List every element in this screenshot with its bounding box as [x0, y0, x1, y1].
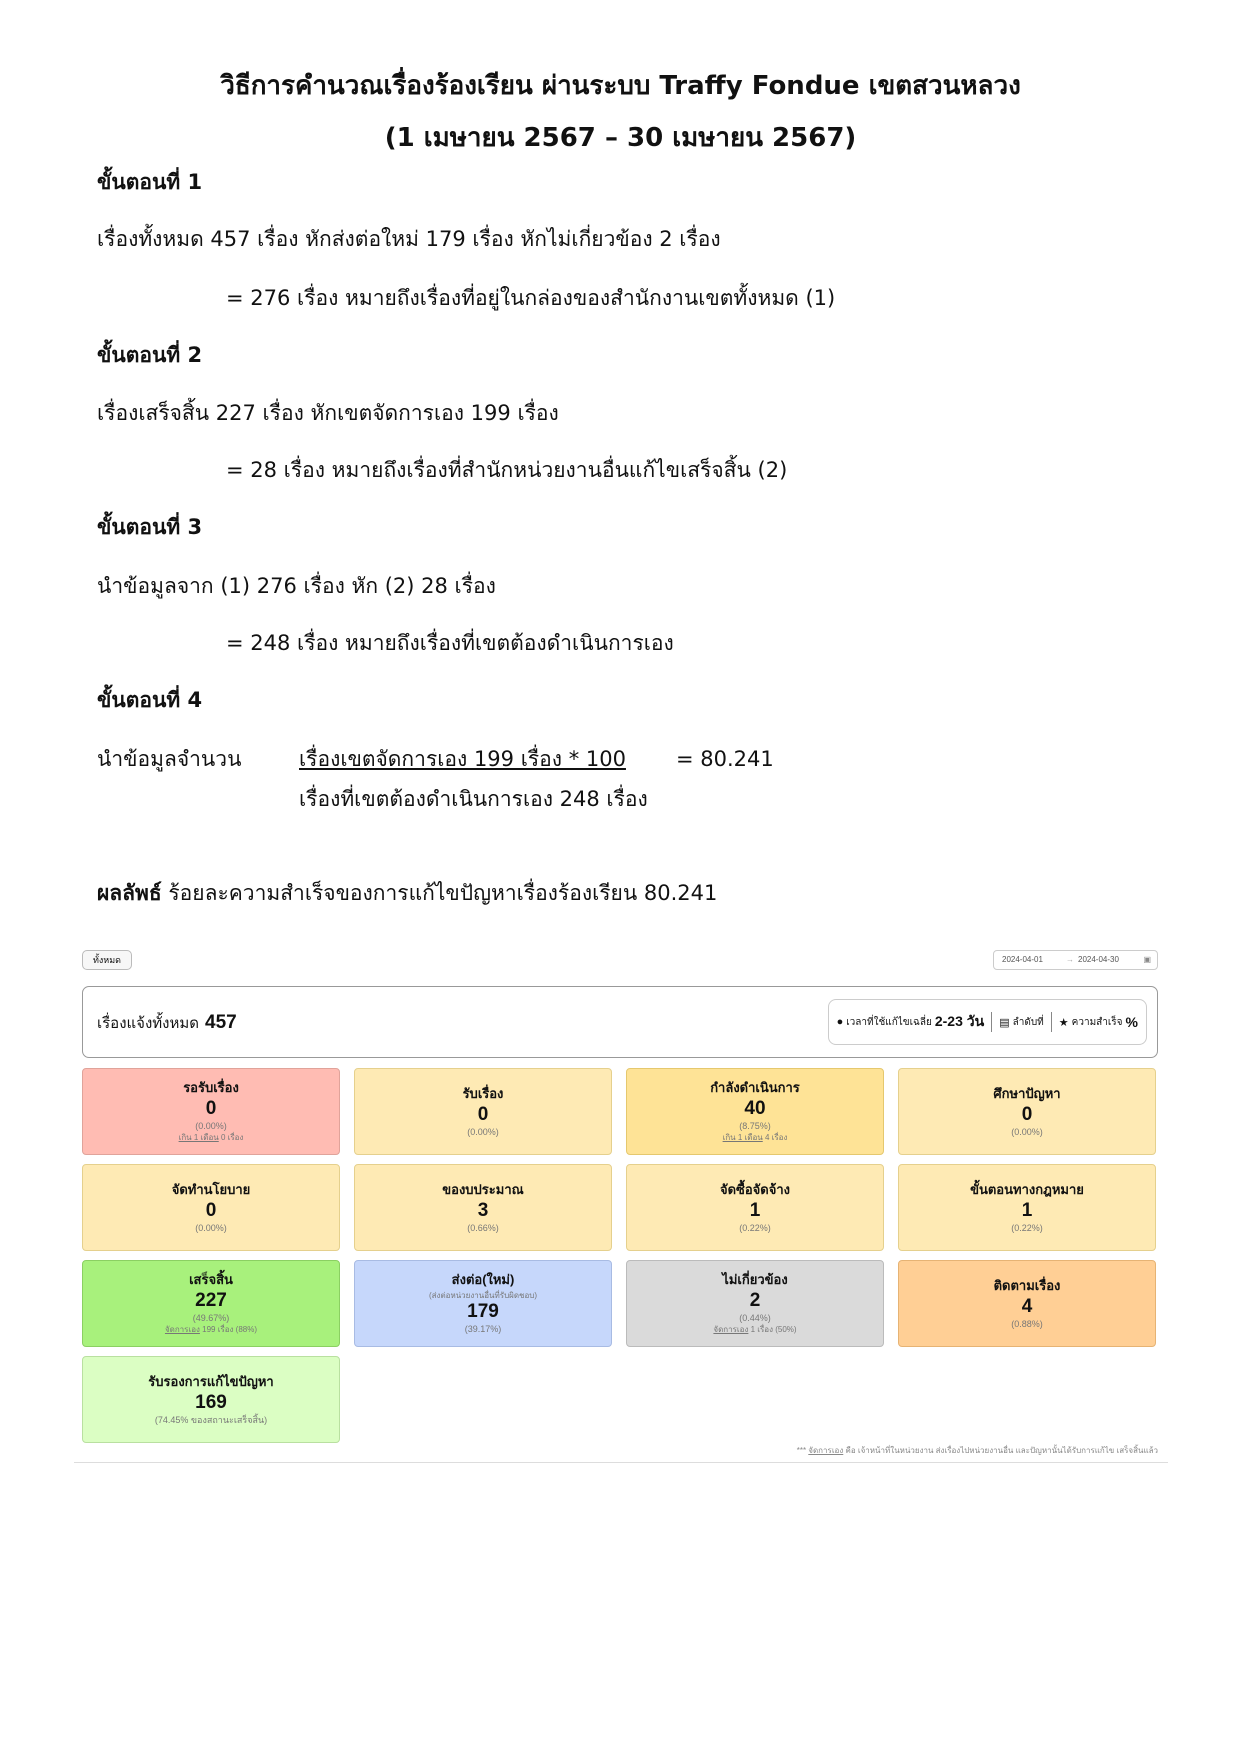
filter-all-button[interactable]: ทั้งหมด [82, 950, 132, 970]
card-percent: (0.22%) [739, 1223, 771, 1233]
card-percent: (74.45% ของสถานะเสร็จสิ้น) [154, 1415, 268, 1425]
card-percent: (0.44%) [739, 1313, 771, 1323]
person-icon: ● [836, 1016, 844, 1028]
status-card-study[interactable] [898, 1068, 1156, 1155]
card-count: 227 [195, 1290, 227, 1311]
card-extra-text: 4 เรื่อง [762, 1133, 788, 1142]
card-title: รอรับเรื่อง [183, 1080, 239, 1095]
card-count: 0 [1021, 1104, 1033, 1125]
step1-heading: ขั้นตอนที่ 1 [97, 170, 203, 194]
status-card-budget[interactable] [354, 1164, 612, 1251]
card-extra-link[interactable]: เกิน 1 เดือน [722, 1133, 763, 1142]
status-card-irrelevant[interactable] [626, 1260, 884, 1347]
trophy-icon: ★ [1058, 1016, 1069, 1029]
card-percent: (0.88%) [1011, 1319, 1043, 1329]
summary-total [97, 1011, 237, 1035]
calendar-icon[interactable]: ▣ [1143, 955, 1151, 964]
card-title: กำลังดำเนินการ [710, 1080, 800, 1095]
status-card-waiting[interactable] [82, 1068, 340, 1155]
card-percent: (39.17%) [464, 1324, 502, 1334]
step1-result: = 276 เรื่อง หมายถึงเรื่องที่อยู่ในกล่องของสำนักงานเขตทั้งหมด (1) [226, 286, 836, 310]
card-extra-link[interactable]: จัดการเอง [713, 1325, 749, 1334]
step1-line: เรื่องทั้งหมด 457 เรื่อง หักส่งต่อใหม่ 179 เรื่อง หักไม่เกี่ยวข้อง 2 เรื่อง [97, 227, 721, 251]
rank-icon: ▤ [999, 1016, 1010, 1029]
status-card-in-progress[interactable] [626, 1068, 884, 1155]
card-percent: (0.00%) [195, 1223, 227, 1233]
card-count: 4 [1021, 1296, 1033, 1317]
card-count: 1 [749, 1200, 761, 1221]
card-extra [83, 1324, 339, 1335]
card-title: ไม่เกี่ยวข้อง [722, 1272, 788, 1287]
card-extra [83, 1132, 339, 1143]
conclusion-label: ผลลัพธ์ [97, 881, 162, 905]
card-count: 169 [195, 1392, 227, 1413]
date-to[interactable]: 2024-04-30 [1078, 955, 1119, 964]
step2-result: = 28 เรื่อง หมายถึงเรื่องที่สำนักหน่วยงานอื่นแก้ไขเสร็จสิ้น (2) [226, 458, 788, 482]
metric-rank-label: ลำดับที่ [1012, 1016, 1044, 1028]
date-arrow: → [1066, 955, 1074, 964]
metric-success-value: % [1125, 1014, 1138, 1030]
card-percent: (8.75%) [739, 1121, 771, 1131]
status-card-certified[interactable] [82, 1356, 340, 1443]
metric-divider [1051, 1012, 1052, 1032]
card-count: 2 [749, 1290, 761, 1311]
footnote [797, 1444, 1158, 1457]
card-extra-link[interactable]: จัดการเอง [164, 1325, 200, 1334]
step2-line: เรื่องเสร็จสิ้น 227 เรื่อง หักเขตจัดการเอง 199 เรื่อง [97, 401, 559, 425]
status-card-follow-up[interactable] [898, 1260, 1156, 1347]
metric-divider [991, 1012, 992, 1032]
card-count: 179 [467, 1301, 499, 1322]
step4-numerator: เรื่องเขตจัดการเอง 199 เรื่อง * 100 [299, 747, 626, 771]
date-range-picker[interactable] [993, 950, 1158, 970]
card-count: 40 [744, 1098, 766, 1119]
footnote-text: คือ เจ้าหน้าที่ในหน่วยงาน ส่งเรื่องไปหน่วยงานอื่น และปัญหานั้นได้รับการแก้ไข เสร็จสิ้นแล้ว [843, 1446, 1158, 1455]
divider [74, 1462, 1168, 1463]
status-card-completed[interactable] [82, 1260, 340, 1347]
summary-count: 457 [205, 1012, 237, 1033]
step4-label: นำข้อมูลจำนวน [97, 747, 242, 771]
card-extra [627, 1324, 883, 1335]
card-extra-link[interactable]: เกิน 1 เดือน [178, 1133, 219, 1142]
card-percent: (0.66%) [467, 1223, 499, 1233]
step3-line: นำข้อมูลจาก (1) 276 เรื่อง หัก (2) 28 เรื่อง [97, 574, 496, 598]
conclusion [97, 878, 717, 908]
card-percent: (0.00%) [195, 1121, 227, 1131]
status-card-legal[interactable] [898, 1164, 1156, 1251]
card-title: จัดทำนโยบาย [171, 1182, 251, 1197]
card-count: 1 [1021, 1200, 1033, 1221]
status-card-forwarded[interactable] [354, 1260, 612, 1347]
card-title: ขั้นตอนทางกฎหมาย [970, 1182, 1084, 1197]
card-count: 3 [477, 1200, 489, 1221]
card-extra [627, 1132, 883, 1143]
metric-success-label: ความสำเร็จ [1071, 1016, 1123, 1028]
card-percent: (49.67%) [192, 1313, 230, 1323]
step4-heading: ขั้นตอนที่ 4 [97, 688, 203, 712]
step3-heading: ขั้นตอนที่ 3 [97, 515, 203, 539]
date-from[interactable]: 2024-04-01 [1002, 955, 1043, 964]
status-card-received[interactable] [354, 1068, 612, 1155]
summary-label: เรื่องแจ้งทั้งหมด [97, 1015, 200, 1032]
status-card-policy[interactable] [82, 1164, 340, 1251]
card-percent: (0.00%) [1011, 1127, 1043, 1137]
status-card-procurement[interactable] [626, 1164, 884, 1251]
card-title: ของบประมาณ [442, 1182, 524, 1197]
card-title: รับเรื่อง [462, 1086, 504, 1101]
card-extra-text: 199 เรื่อง (88%) [199, 1325, 258, 1334]
card-title: ติดตามเรื่อง [993, 1278, 1061, 1293]
conclusion-text: ร้อยละความสำเร็จของการแก้ไขปัญหาเรื่องร้องเรียน 80.241 [168, 881, 718, 905]
document-title: วิธีการคำนวณเรื่องร้องเรียน ผ่านระบบ Traffy Fondue เขตสวนหลวง [220, 71, 1021, 101]
summary-panel [82, 986, 1158, 1058]
step4-denominator: เรื่องที่เขตต้องดำเนินการเอง 248 เรื่อง [299, 787, 648, 811]
footnote-prefix: *** [796, 1446, 809, 1455]
footnote-link[interactable]: จัดการเอง [808, 1446, 844, 1455]
metric-time-label: เวลาที่ใช้แก้ไขเฉลี่ย [846, 1016, 932, 1028]
card-percent: (0.22%) [1011, 1223, 1043, 1233]
card-title: จัดซื้อจัดจ้าง [719, 1182, 790, 1197]
card-count: 0 [205, 1200, 217, 1221]
card-extra-text: 1 เรื่อง (50%) [748, 1325, 797, 1334]
card-count: 0 [477, 1104, 489, 1125]
document-subtitle: (1 เมษายน 2567 – 30 เมษายน 2567) [384, 123, 857, 153]
metric-time-value: 2-23 วัน [934, 1013, 985, 1029]
step2-heading: ขั้นตอนที่ 2 [97, 343, 203, 367]
card-title: ส่งต่อ(ใหม่) [451, 1272, 515, 1287]
card-percent: (0.00%) [467, 1127, 499, 1137]
card-count: 0 [205, 1098, 217, 1119]
metrics-box [828, 999, 1147, 1045]
card-title: รับรองการแก้ไขปัญหา [148, 1374, 274, 1389]
card-subtitle: (ส่งต่อหน่วยงานอื่นที่รับผิดชอบ) [428, 1291, 538, 1300]
traffy-dashboard [74, 950, 1168, 1470]
step3-result: = 248 เรื่อง หมายถึงเรื่องที่เขตต้องดำเนินการเอง [226, 631, 674, 655]
card-title: ศึกษาปัญหา [993, 1086, 1061, 1101]
card-title: เสร็จสิ้น [189, 1272, 233, 1287]
step4-result: = 80.241 [676, 747, 774, 771]
card-extra-text: 0 เรื่อง [218, 1133, 244, 1142]
